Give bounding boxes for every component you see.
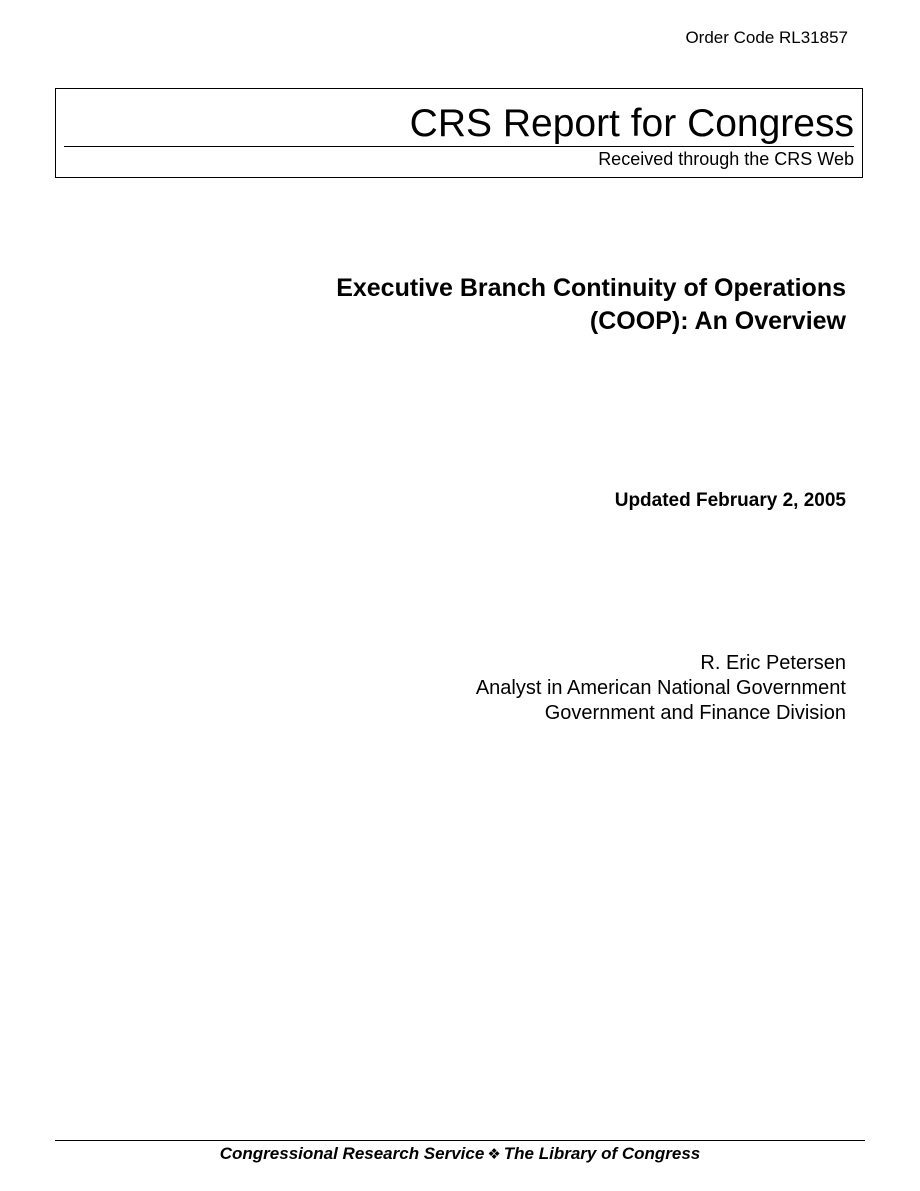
report-title-line-2: (COOP): An Overview <box>589 307 846 335</box>
author-division: Government and Finance Division <box>544 702 846 724</box>
author-position: Analyst in American National Government <box>475 677 846 699</box>
author-name: R. Eric Petersen <box>700 652 846 674</box>
report-series-subtitle: Received through the CRS Web <box>598 149 854 169</box>
author-block <box>476 651 846 726</box>
order-code: Order Code RL31857 <box>685 28 848 47</box>
report-header-box <box>55 88 863 178</box>
footer-library: The Library of Congress <box>503 1144 701 1163</box>
footer-separator-icon: ❖ <box>487 1145 501 1163</box>
updated-date: Updated February 2, 2005 <box>614 490 846 511</box>
report-title <box>206 272 846 338</box>
footer-divider <box>55 1140 865 1141</box>
report-series-title: CRS Report for Congress <box>409 102 854 145</box>
report-title-line-1: Executive Branch Continuity of Operations <box>336 274 846 302</box>
header-divider <box>64 146 854 147</box>
footer <box>55 1143 865 1165</box>
footer-organization: Congressional Research Service <box>219 1144 485 1163</box>
